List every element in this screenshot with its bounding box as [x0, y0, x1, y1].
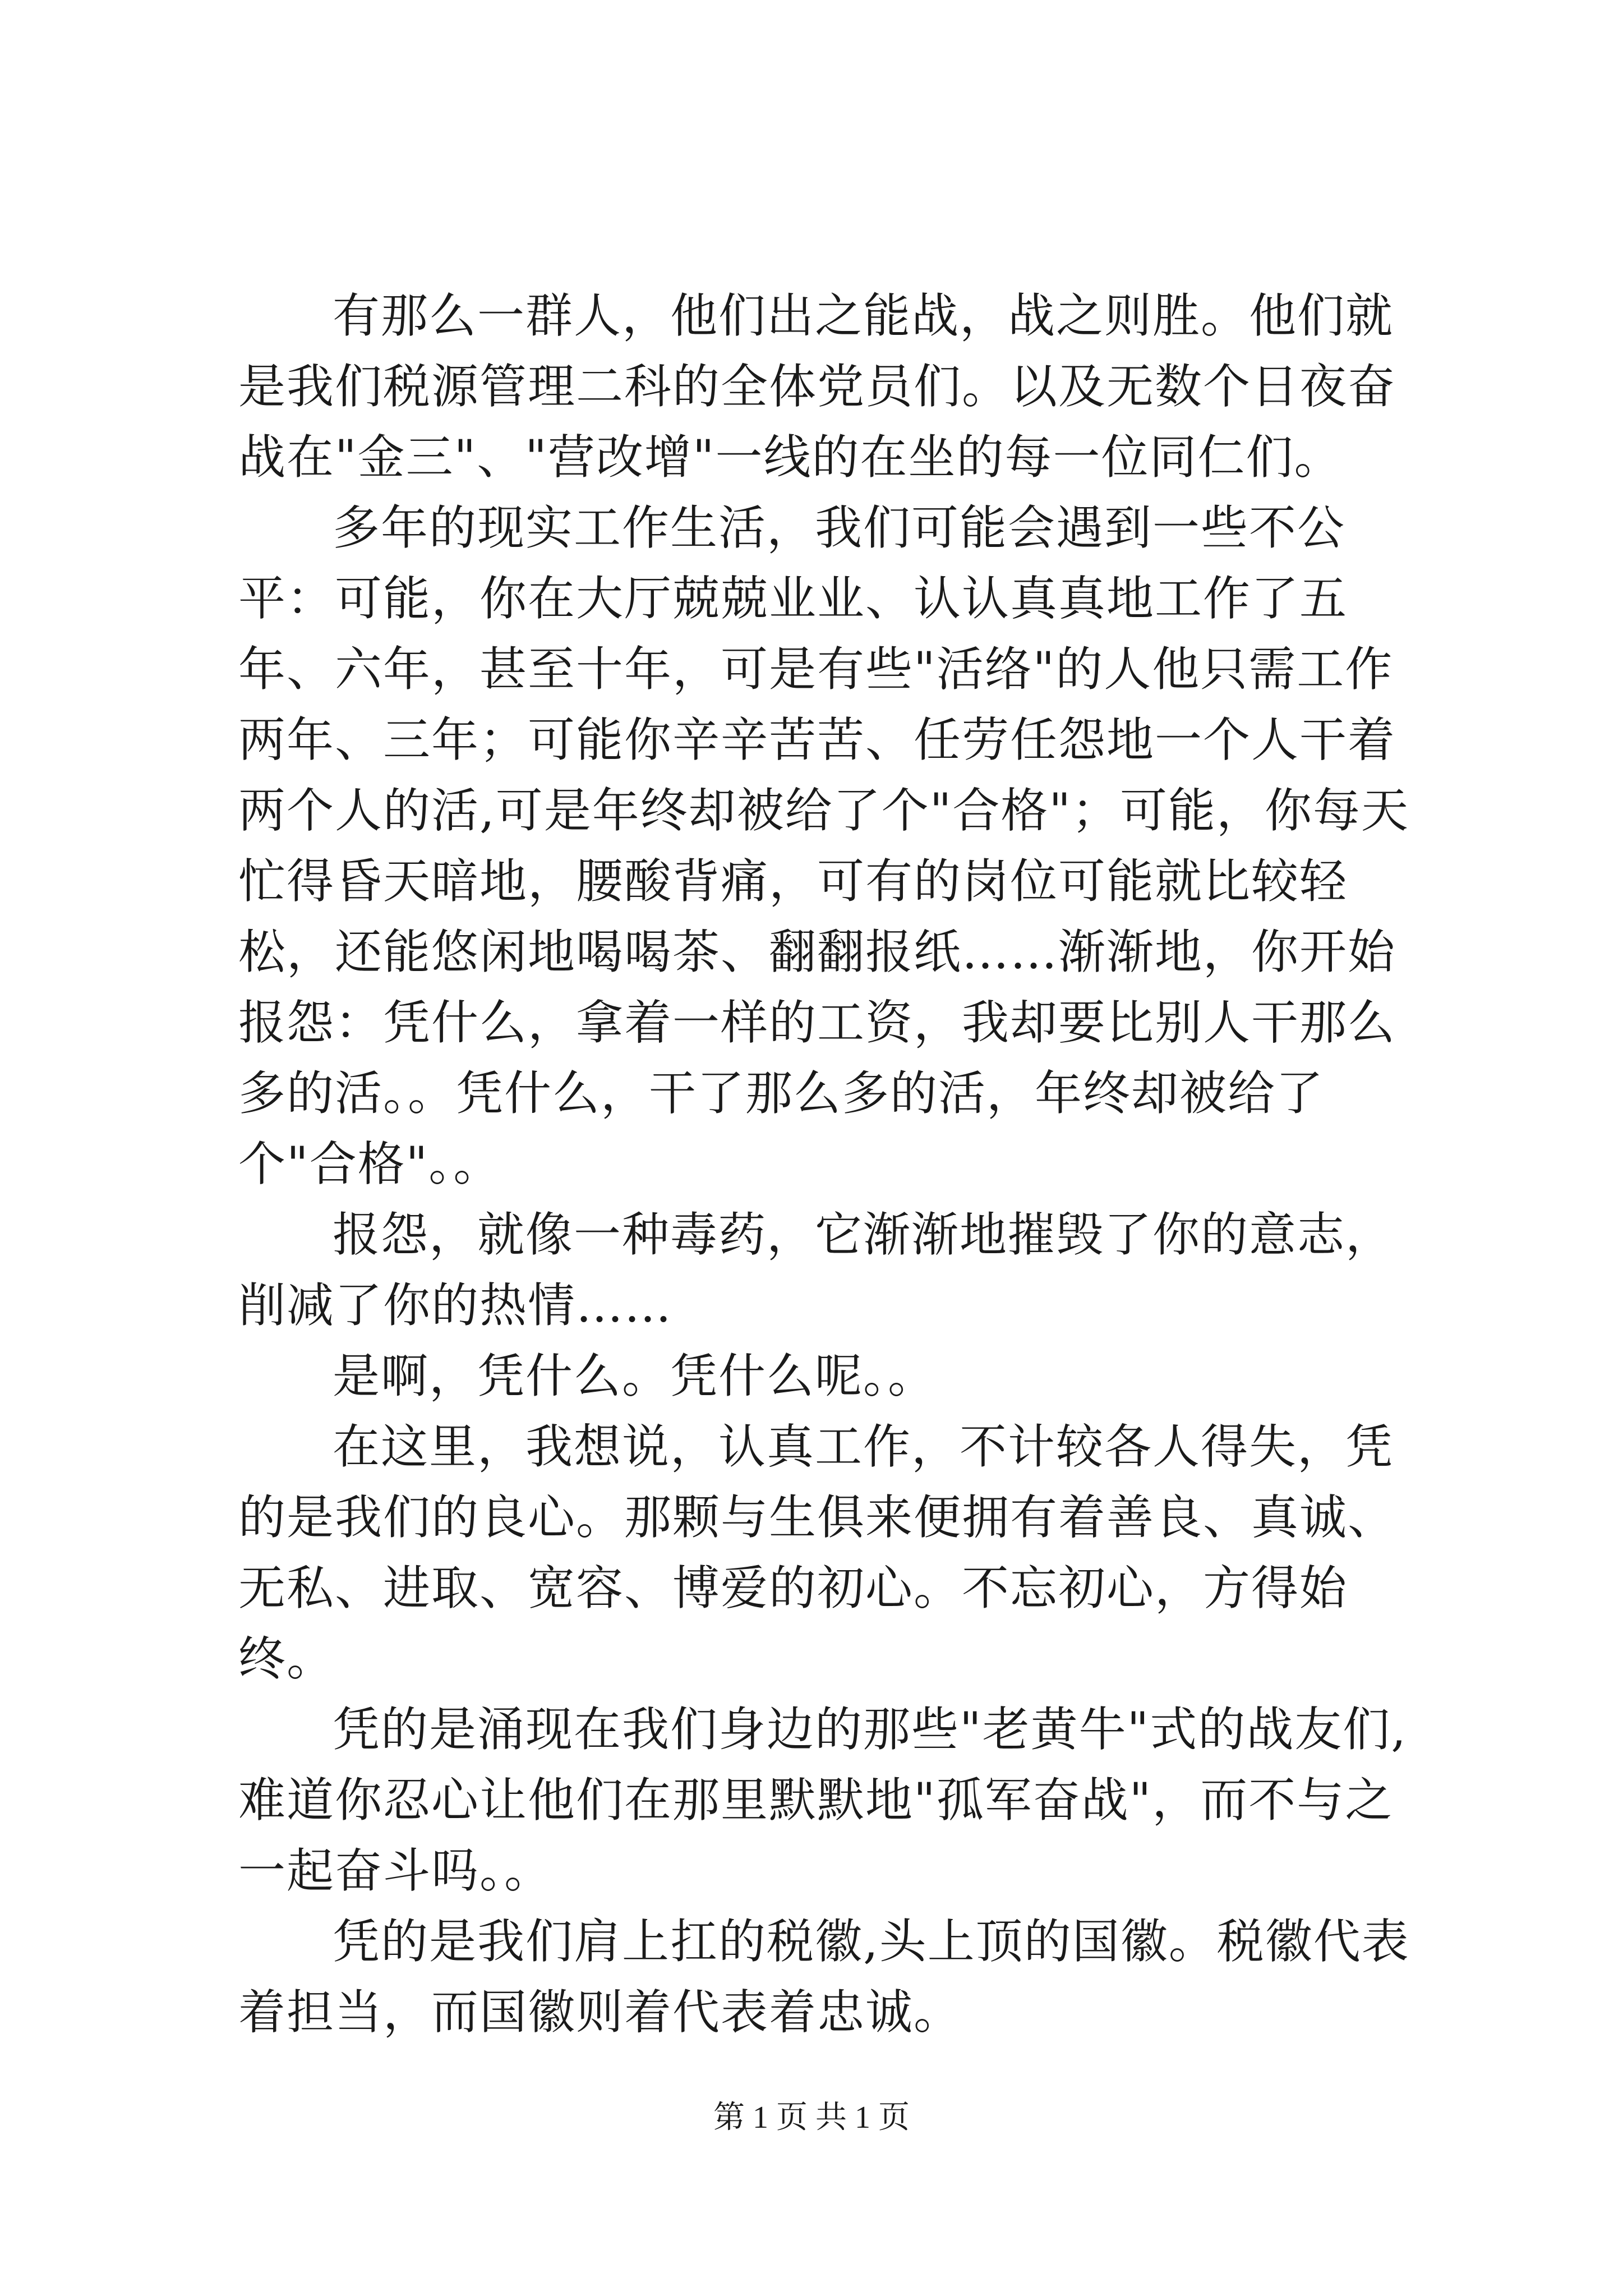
paragraph-1: 有那么一群人，他们出之能战，战之则胜。他们就是我们税源管理二科的全体党员们。以及无数个日夜奋战在"金三"、"营改增"一线的在坐的每一位同仁们。 [238, 288, 1396, 485]
paragraph-7: 凭的是我们肩上扛的税徽,头上顶的国徽。税徽代表着担当，而国徽则着代表着忠诚。 [238, 1914, 1410, 2040]
page-footer: 第 1 页 共 1 页 [713, 2100, 910, 2135]
paragraph-5: 在这里，我想说，认真工作，不计较各人得失，凭的是我们的良心。那颗与生俱来便拥有着善良、真诚、无私、进取、宽容、博爱的初心。不忘初心，方得始终。 [238, 1419, 1396, 1686]
paragraph-6: 凭的是涌现在我们身边的那些"老黄牛"式的战友们,难道你忍心让他们在那里默默地"孤军奋战"，而不与之一起奋斗吗。。 [238, 1702, 1407, 1898]
document-body [238, 280, 1433, 2047]
paragraph-4: 是啊，凭什么。凭什么呢。。 [333, 1349, 937, 1404]
paragraph-2: 多年的现实工作生活，我们可能会遇到一些不公平：可能，你在大厅兢兢业业、认认真真地工作了五年、六年，甚至十年，可是有些"活络"的人他只需工作两年、三年；可能你辛辛苦苦、任劳任怨地一个人干着两个人的活,可是年终却被给了个"合格"；可能，你每天忙得昏天暗地，腰酸背痛，可有的岗位可能就比较轻松，还能悠闲地喝喝茶、翻翻报纸……渐渐地，你开始报怨：凭什么，拿着一样的工资，我却要比别人干那么多的活。。凭什么，干了那么多的活，年终却被给了个"合格"。。 [238, 500, 1409, 1191]
paragraph-3: 报怨，就像一种毒药，它渐渐地摧毁了你的意志，削减了你的热情…… [238, 1207, 1394, 1333]
